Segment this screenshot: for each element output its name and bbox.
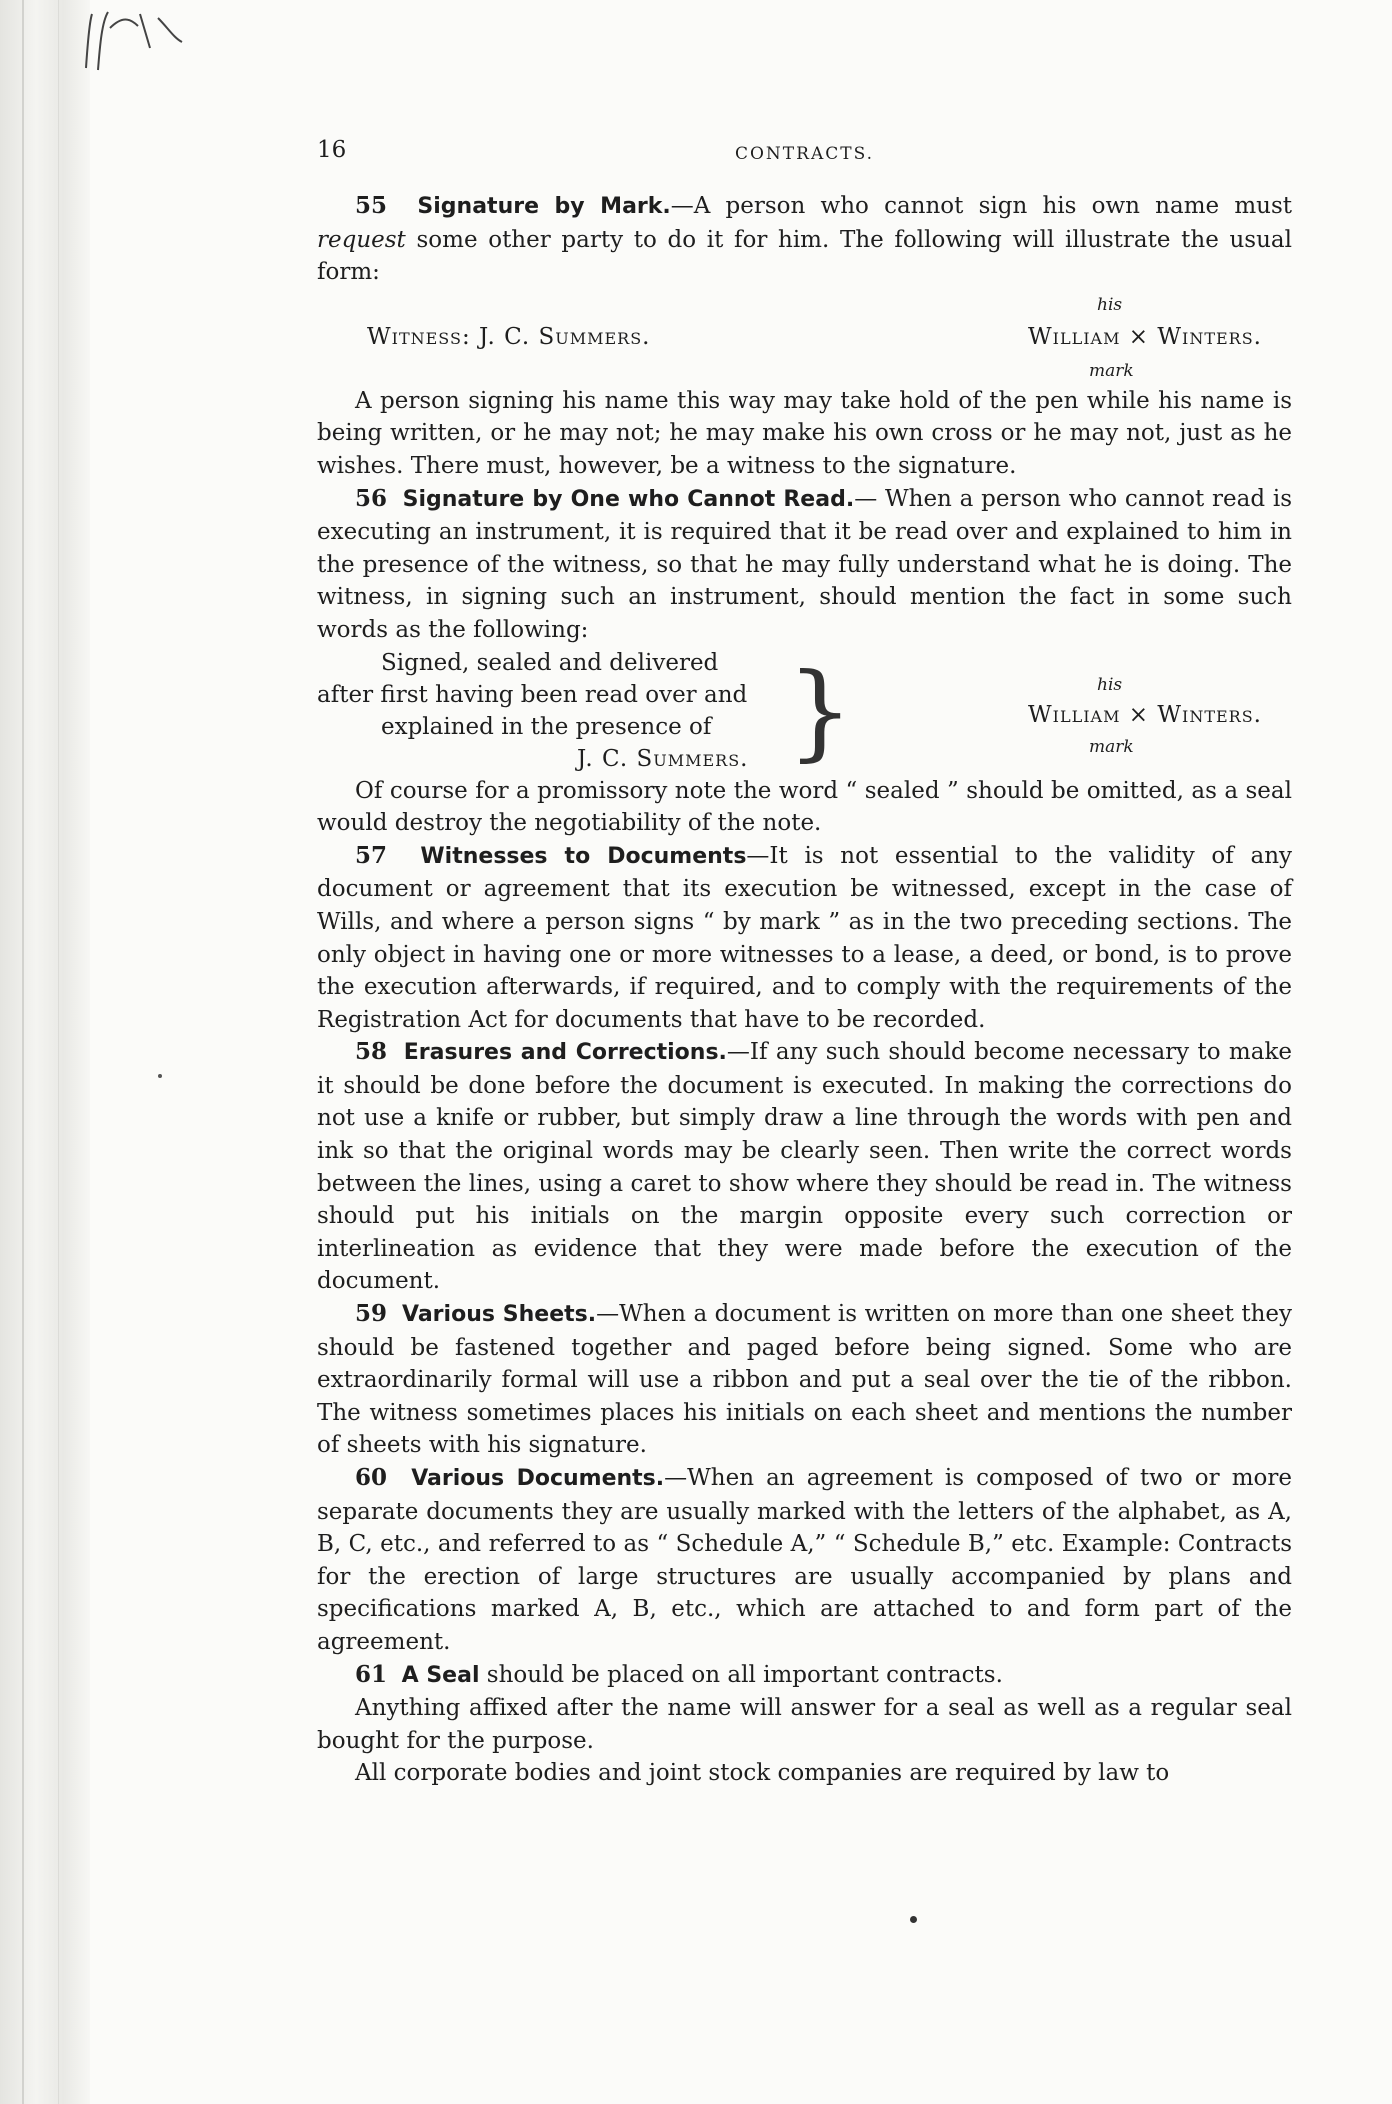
- section-55: [317, 190, 1292, 289]
- page-number: 16: [317, 137, 347, 163]
- attestation-line: explained in the presence of: [381, 713, 712, 740]
- paragraph: A person signing his name this way may take hold of the pen while his name is being written, or he may not; he may make his own cross or he may not, just as he wishes. There must, however, be a witness to the signature.: [317, 387, 1292, 479]
- brace-glyph: }: [787, 649, 854, 772]
- section-56: [317, 483, 1292, 647]
- section-heading: Witnesses to Documents: [420, 843, 747, 869]
- his-label: his: [1097, 294, 1123, 315]
- section-number: 60: [355, 1464, 388, 1491]
- attestation-clause: [317, 647, 787, 775]
- section-text: —When a document is written on more than one sheet they should be fastened together and paged before being signed. Some who are extraordinarily formal will use a ribbon and put a seal over the tie of the ribbon. The witness sometimes places his initials on each sheet and mentions the number of sheets with his signature.: [317, 1301, 1292, 1459]
- page-content: [317, 134, 1292, 1790]
- section-heading: Signature by Mark.: [417, 194, 671, 219]
- paragraph: Anything affixed after the name will answer for a seal as well as a regular seal bought for the purpose.: [317, 1695, 1292, 1754]
- mark-label: mark: [1089, 360, 1134, 381]
- section-heading: Various Sheets.: [402, 1302, 597, 1328]
- section-60: [317, 1462, 1292, 1659]
- section-heading: Various Documents.: [411, 1466, 665, 1491]
- gutter-line: [22, 0, 24, 2104]
- section-text: —A person who cannot sign his own name must: [670, 193, 1292, 219]
- attestation-line: Signed, sealed and delivered: [381, 649, 719, 676]
- page-gutter: [0, 0, 90, 2104]
- section-number: 57: [355, 841, 388, 869]
- paragraph: Of course for a promissory note the word “ sealed ” should be omitted, as a seal would destroy the negotiability of the note.: [317, 777, 1292, 837]
- running-head: [317, 134, 1292, 174]
- section-heading: A Seal: [401, 1662, 480, 1688]
- section-number: 59: [355, 1300, 388, 1328]
- section-text: — When a person who cannot read is executing an instrument, it is required that it be read over and explained to him in the presence of the witness, so that he may fully understand what he is doing. The witness, in signing such an instrument, should mention the fact in some such words as the following:: [317, 485, 1293, 643]
- attestation-witness: J. C. Summers.: [577, 745, 749, 772]
- section-number: 61: [355, 1660, 388, 1688]
- section-text: —It is not essential to the validity of any document or agreement that its execution be witnessed, except in the case of Wills, and where a person signs “ by mark ” as in the two preceding sections. The only object in having one or more witnesses to a lease, a deed, or bond, is to prove the execution afterwards, if required, and to comply with the requirements of the Registration Act for documents that have to be recorded.: [317, 842, 1292, 1033]
- section-text: should be placed on all important contracts.: [479, 1661, 1003, 1688]
- section-heading: Erasures and Corrections.: [403, 1040, 727, 1066]
- paragraph: All corporate bodies and joint stock companies are required by law to: [355, 1760, 1170, 1787]
- ink-speck: [910, 1916, 917, 1923]
- section-text: —If any such should become necessary to make it should be done before the document is executed. In making the corrections do not use a knife or rubber, but simply draw a line through the words with pen and ink so that the original words may be clearly seen. Then write the correct words between the lines, using a caret to show where they should be read in. The witness should put his initials on the margin opposite every such correction or interlineation as evidence that they were made before the execution of the document.: [317, 1039, 1292, 1295]
- section-number: 56: [355, 484, 388, 512]
- his-label: his: [1097, 674, 1123, 695]
- ink-speck: [158, 1074, 162, 1078]
- witness-line: Witness: J. C. Summers.: [367, 323, 651, 350]
- section-text: —When an agreement is composed of two or more separate documents they are usually marked with the letters of the alphabet, as A, B, C, etc., and referred to as “ Schedule A,” “ Schedule B,” etc. Example: Contracts for the erection of large structures are usually accompanied by plans and specifications marked A, B, etc., which are attached to and form part of the agreement.: [317, 1465, 1292, 1655]
- handwritten-scribble: [78, 8, 188, 78]
- mark-label: mark: [1089, 736, 1134, 757]
- gutter-line: [58, 0, 59, 2104]
- signatory-name: William × Winters.: [1028, 323, 1262, 350]
- running-title: CONTRACTS.: [734, 144, 875, 164]
- signature-block-2: [317, 647, 1292, 775]
- section-number: 55: [355, 192, 388, 219]
- emphasis: request: [317, 226, 406, 253]
- section-text: some other party to do it for him. The following will illustrate the usual form:: [317, 226, 1292, 286]
- section-59: [317, 1298, 1292, 1462]
- section-57: [317, 840, 1292, 1037]
- signatory-name: William × Winters.: [1028, 701, 1262, 728]
- attestation-line: after first having been read over and: [317, 681, 748, 708]
- section-heading: Signature by One who Cannot Read.: [402, 486, 855, 512]
- signature-block-1: [317, 289, 1292, 385]
- section-number: 58: [355, 1038, 388, 1066]
- section-61: [317, 1659, 1292, 1693]
- section-58: [317, 1036, 1292, 1298]
